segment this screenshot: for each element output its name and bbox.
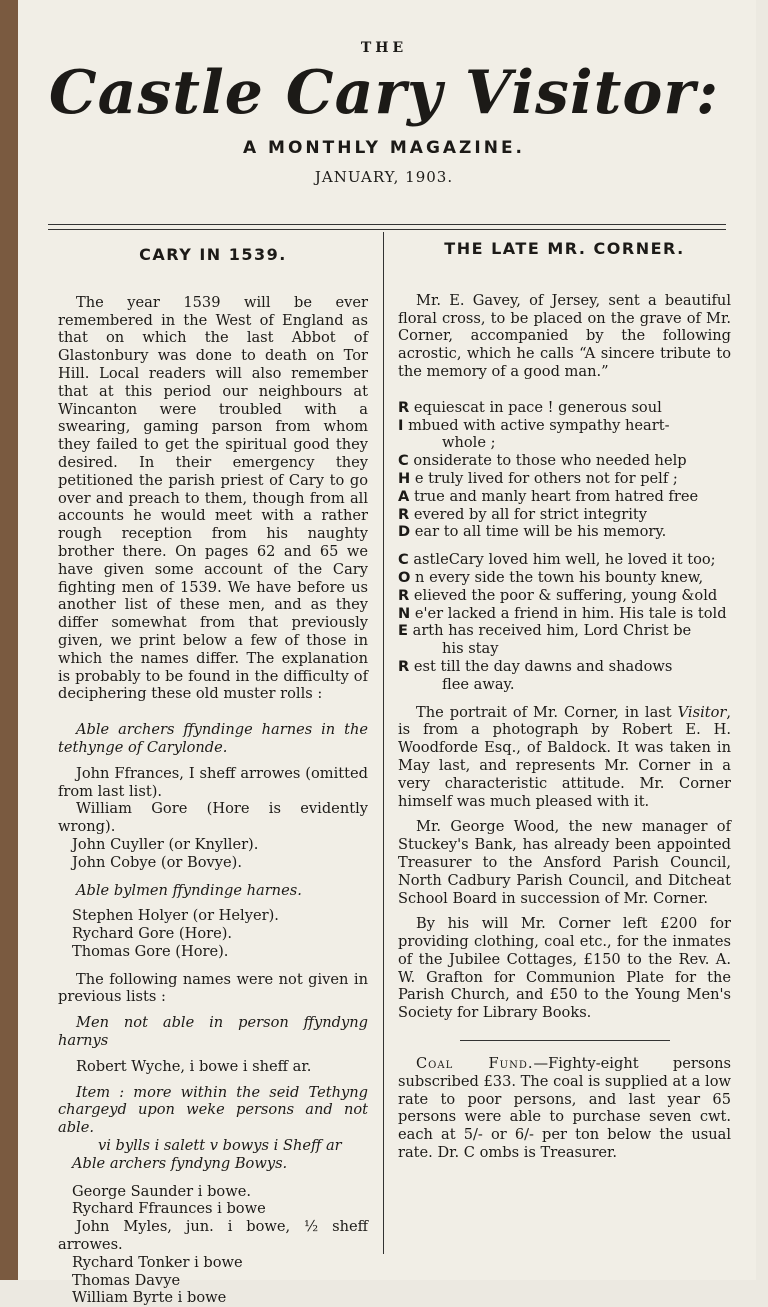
acrostic-letter: H [398,469,411,487]
acrostic-line [398,434,731,452]
masthead-rule-top [48,224,726,225]
acrostic-line [398,523,731,541]
masthead-rule-bottom [48,229,726,230]
magazine-title: Castle Cary Visitor: [48,58,720,128]
section-title: Able archers fyndyng Bowys. [72,1154,288,1172]
list-item: Rychard Gore (Hore). [72,925,233,943]
list-item: William Byrte i bowe [72,1289,227,1307]
acrostic-line [398,676,731,694]
acrostic-line [398,551,731,569]
acrostic-rich [398,399,731,541]
coal-fund-paragraph [398,1055,731,1162]
portrait-text: , is from a photograph by Robert E. H. Woodforde Esq., of Baldock. It was taken in May last, and represents Mr. Corner in a very characteristic attitude. Mr. Corner himself was much pleased with it. [398,703,731,810]
acrostic-line [398,506,731,524]
acrostic-text: his stay [442,640,499,658]
acrostic-letter: N [398,604,411,622]
acrostic-text: equiescat in pace ! generous soul [413,398,662,416]
acrostic-line [398,587,731,605]
acrostic-text: elieved the poor & suffering, young &old [413,586,718,604]
masthead-the: THE [360,40,408,56]
acrostic-letter: R [398,657,410,675]
coal-fund-text: —Fighty-eight persons subscribed £33. The coal is supplied at a low rate to poor persons, and last year 65 persons were able to purchase seven cwt. each at 5/- or 6/- per ton below the usual rate. Dr. C ombs is Treasurer. [398,1055,731,1162]
acrostic-letter: C [398,551,409,569]
list-item: John Cobye (or Bovye). [72,853,242,871]
item-text: Item : more within the seid Tethyng chargeyd upon weke persons and not able. [58,1083,368,1137]
acrostic-line [398,399,731,417]
acrostic-line [398,605,731,623]
acrostic-line [398,640,731,658]
list-item: Rychard Ffraunces i bowe [72,1200,266,1218]
list-item: Robert Wyche, i bowe i sheff ar. [76,1057,312,1075]
acrostic-line [398,470,731,488]
acrostic-line [398,417,731,435]
acrostic-text: mbued with active sympathy heart- [408,416,670,434]
article-heading: THE LATE MR. CORNER. [444,239,685,258]
acrostic-text: astleCary loved him well, he loved it too; [413,551,716,569]
acrostic-corner [398,551,731,693]
list-item: John Myles, jun. i bowe, ½ sheff arrowes. [58,1218,368,1254]
bank-paragraph: Mr. George Wood, the new manager of Stuckey's Bank, has already been appointed Treasurer to the Ansford Parish Council, North Cadbury Parish Council, and Ditcheat School Board in succession of Mr. Corner. [398,818,731,907]
acrostic-text: e'er lacked a friend in him. His tale is told [414,604,727,622]
acrostic-line [398,658,731,676]
acrostic-letter: C [398,452,409,470]
column-divider [383,232,384,1254]
acrostic-letter: R [398,586,410,604]
article-intro: Mr. E. Gavey, of Jersey, sent a beautiful floral cross, to be placed on the grave of Mr. Corner, accompanied by the following acrostic, which he calls “A sincere tribute to the memory of a good man.” [398,291,731,380]
list-item: Thomas Davye [72,1271,181,1289]
article-intro: The year 1539 will be ever remembered in the West of England as that on which the last Abbot of Glastonbury was done to death on Tor Hill. Local readers will also remember that at this period our neighbours at Wincanton were troubled with a swearing, gaming parson from whom they failed to get the spiritual good they desired. In their emergency they petitioned the parish priest of Cary to go over and preach to them, though from all accounts he would meet with a rather rough reception from his naughty brother there. On pages 62 and 65 we have given some account of the Cary fighting men of 1539. We have before us another list of these men, and as they differ somewhat from that previously given, we print below a few of those in which the names differ. The explanation is probably to be found in the difficulty of deciphering these old muster rolls : [58,293,368,703]
magazine-subtitle: A MONTHLY MAGAZINE. [242,138,526,158]
article-late-mr-corner [398,238,731,1170]
article-cary-1539 [58,238,368,1307]
section-separator [460,1040,670,1041]
list-item: Thomas Gore (Hore). [72,942,229,960]
acrostic-text: arth has received him, Lord Christ be [412,622,692,640]
portrait-paragraph [398,704,731,811]
acrostic-text: whole ; [442,434,496,452]
item-line: vi bylls i salett v bowys i Sheff ar [98,1137,342,1155]
acrostic-text: e truly lived for others not for pelf ; [414,469,678,487]
section-title: Men not able in person ffyndyng harnys [58,1014,368,1050]
acrostic-text: n every side the town his bounty knew, [415,568,704,586]
book-binding-edge [0,0,18,1280]
portrait-text: The portrait of Mr. Corner, in last [416,703,678,721]
acrostic-text: ear to all time will be his memory. [414,523,667,541]
article-heading: CARY IN 1539. [139,245,287,264]
acrostic-letter: R [398,398,410,416]
will-paragraph: By his will Mr. Corner left £200 for providing clothing, coal etc., for the inmates of the Jubilee Cottages, £150 to the Rev. A. W. Grafton for Communion Plate for the Parish Church, and £50 to the Young Men's Society for Library Books. [398,915,731,1022]
list-item: Stephen Holyer (or Helyer). [72,907,279,925]
acrostic-line [398,452,731,470]
list-item: John Cuyller (or Knyller). [72,835,259,853]
acrostic-line [398,569,731,587]
issue-date: JANUARY, 1903. [314,168,454,186]
list-item: William Gore (Hore is evidently wrong). [58,800,368,836]
acrostic-line [398,488,731,506]
masthead [0,40,768,186]
acrostic-text: true and manly heart from hatred free [413,487,699,505]
section-title: Able bylmen ffyndinge harnes. [76,881,302,899]
acrostic-letter: O [398,568,411,586]
visitor-ref: Visitor [677,703,727,721]
list-item: Rychard Tonker i bowe [72,1253,243,1271]
acrostic-letter: I [398,416,404,434]
acrostic-text: flee away. [442,675,515,693]
acrostic-text: evered by all for strict integrity [413,505,648,523]
list-item: George Saunder i bowe. [72,1182,251,1200]
acrostic-letter: A [398,487,410,505]
list-item: John Ffrances, I sheff arrowes (omitted from last list). [58,764,368,800]
acrostic-letter: R [398,505,410,523]
acrostic-text: onsiderate to those who needed help [413,452,687,470]
not-given-text: The following names were not given in previous lists : [58,970,368,1006]
acrostic-letter: D [398,523,411,541]
acrostic-text: est till the day dawns and shadows [413,657,673,675]
acrostic-line [398,622,731,640]
acrostic-letter: E [398,622,408,640]
section-title: Able archers ffyndinge harnes in the tethynge of Carylonde. [58,721,368,756]
coal-fund-label: Coal Fund. [416,1055,534,1073]
